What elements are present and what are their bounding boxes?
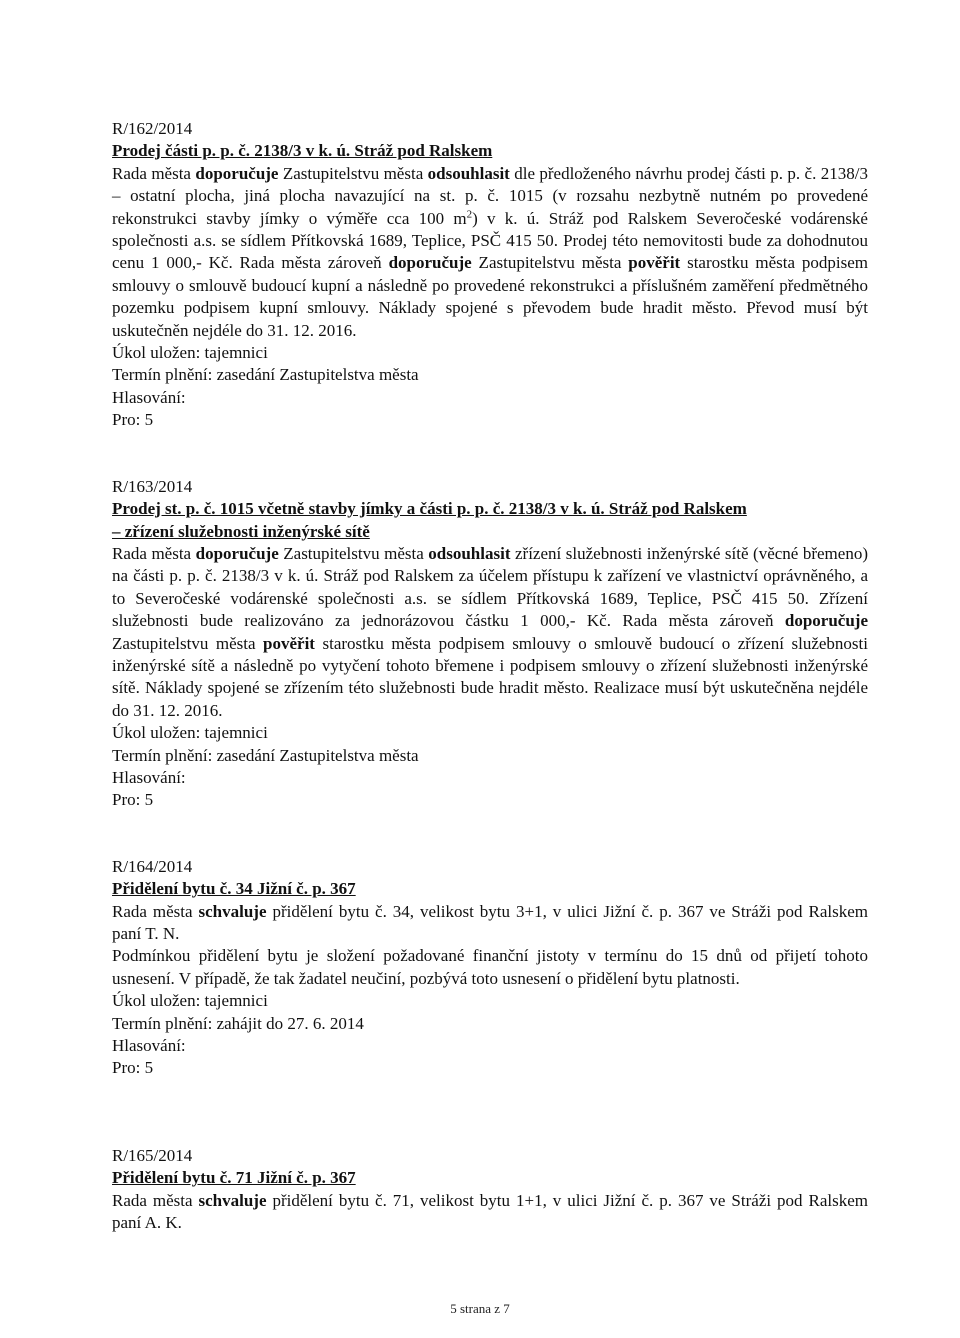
resolution-r162 (112, 118, 868, 432)
resolution-body: Rada města doporučuje Zastupitelstvu města odsouhlasit dle předloženého návrhu prodej části p. p. č. 2138/3 – ostatní plocha, jiná plocha navazující na st. p. č. 1015 (v rozsahu nezbytně nutném po provedené rekonstrukci stavby jímky o výměře cca 100 $m^2$) v k. ú. Stráž pod Ralskem Severočeské vodárenské společnosti a.s. se sídlem Přítkovská 1689, Teplice, PSČ 415 50. Prodej této nemovitosti bude za dohodnutou cenu 1 000,- Kč. Rada města zároveň doporučuje Zastupitelstvu města pověřit starostku města podpisem smlouvy o smlouvě budoucí kupní a následně po provedené rekonstrukci a příslušném zaměření předmětného pozemku podpisem kupní smlouvy. Náklady spojené s převodem bude hradit město. Převod musí být uskutečněn nejdéle do 31. 12. 2016. (112, 163, 868, 340)
emphasis-verb: schvaluje (198, 901, 267, 921)
emphasis-verb: doporučuje (195, 163, 279, 183)
page-footer: 5 strana z 7 (450, 1301, 510, 1316)
resolution-title: Přidělení bytu č. 34 Jižní č. p. 367 (112, 879, 356, 899)
document-page (112, 118, 868, 1234)
emphasis-verb: odsouhlasit (427, 163, 510, 183)
resolution-title: Prodej části p. p. č. 2138/3 v k. ú. Stráž pod Ralskem (112, 141, 493, 161)
task-line: Úkol uložen: tajemnici (112, 343, 268, 363)
resolution-number: R/162/2014 (112, 119, 193, 138)
superscript: 2 (466, 207, 473, 220)
resolution-r164 (112, 856, 868, 1080)
resolution-number: R/163/2014 (112, 476, 193, 496)
resolution-body: Rada města schvaluje přidělení bytu č. 34, velikost bytu 3+1, v ulici Jižní č. p. 367 ve Stráži pod Ralskem paní T. N. (112, 901, 868, 943)
resolution-title: Prodej st. p. č. 1015 včetně stavby jímky a části p. p. č. 2138/3 v k. ú. Stráž pod Ralskem (112, 499, 747, 519)
resolution-condition: Podmínkou přidělení bytu je složení požadované finanční jistoty v termínu do 15 dnů od přijetí tohoto usnesení. V případě, že tak žadatel neučiní, pozbývá toto usnesení o přidělení bytu platnosti. (112, 946, 868, 988)
deadline-line: Termín plnění: zahájit do 27. 6. 2014 (112, 1013, 364, 1033)
emphasis-verb: doporučuje (388, 253, 472, 273)
resolution-title: Přidělení bytu č. 71 Jižní č. p. 367 (112, 1168, 356, 1188)
resolution-body: Rada města doporučuje Zastupitelstvu města odsouhlasit zřízení služebnosti inženýrské sítě (věcné břemeno) na části p. p. č. 2138/3 v k. ú. Stráž pod Ralskem za účelem přístupu k zařízení ve vlastnictví oprávněného, a to Severočeské vodárenské společnosti a.s. se sídlem Přítkovská 1689, Teplice, PSČ 415 50. Zřízení služebnosti bude realizováno za jednorázovou částku 1 000,- Kč. Rada města zároveň doporučuje Zastupitelstvu města pověřit starostku města podpisem smlouvy o smlouvě budoucí o zřízení služebnosti inženýrské sítě a následně po vytyčení tohoto břemene i podpisem smlouvy o zřízení služebnosti inženýrské sítě. Náklady spojené se zřízením této služebnosti bude hradit město. Realizace musí být uskutečněna nejdéle do 31. 12. 2016. (112, 543, 868, 720)
resolution-r165 (112, 1145, 868, 1235)
emphasis-verb: doporučuje (195, 543, 279, 563)
task-line: Úkol uložen: tajemnici (112, 723, 268, 743)
resolution-body: Rada města schvaluje přidělení bytu č. 71, velikost bytu 1+1, v ulici Jižní č. p. 367 ve Stráži pod Ralskem paní A. K. (112, 1190, 868, 1233)
resolution-r163 (112, 476, 868, 812)
emphasis-verb: schvaluje (198, 1190, 267, 1210)
votes-for: Pro: 5 (112, 1058, 154, 1078)
deadline-line: Termín plnění: zasedání Zastupitelstva města (112, 365, 419, 385)
resolution-subtitle: – zřízení služebnosti inženýrské sítě (112, 521, 370, 541)
deadline-line: Termín plnění: zasedání Zastupitelstva města (112, 745, 419, 765)
voting-line: Hlasování: (112, 767, 186, 787)
emphasis-verb: odsouhlasit (428, 543, 511, 563)
votes-for: Pro: 5 (112, 790, 154, 810)
emphasis-verb: pověřit (263, 633, 315, 653)
resolution-number: R/165/2014 (112, 1145, 193, 1165)
emphasis-verb: doporučuje (784, 611, 868, 631)
voting-line: Hlasování: (112, 1036, 186, 1056)
voting-line: Hlasování: (112, 387, 186, 407)
votes-for: Pro: 5 (112, 410, 154, 430)
resolution-number: R/164/2014 (112, 856, 193, 876)
emphasis-verb: pověřit (628, 253, 681, 273)
task-line: Úkol uložen: tajemnici (112, 991, 268, 1011)
